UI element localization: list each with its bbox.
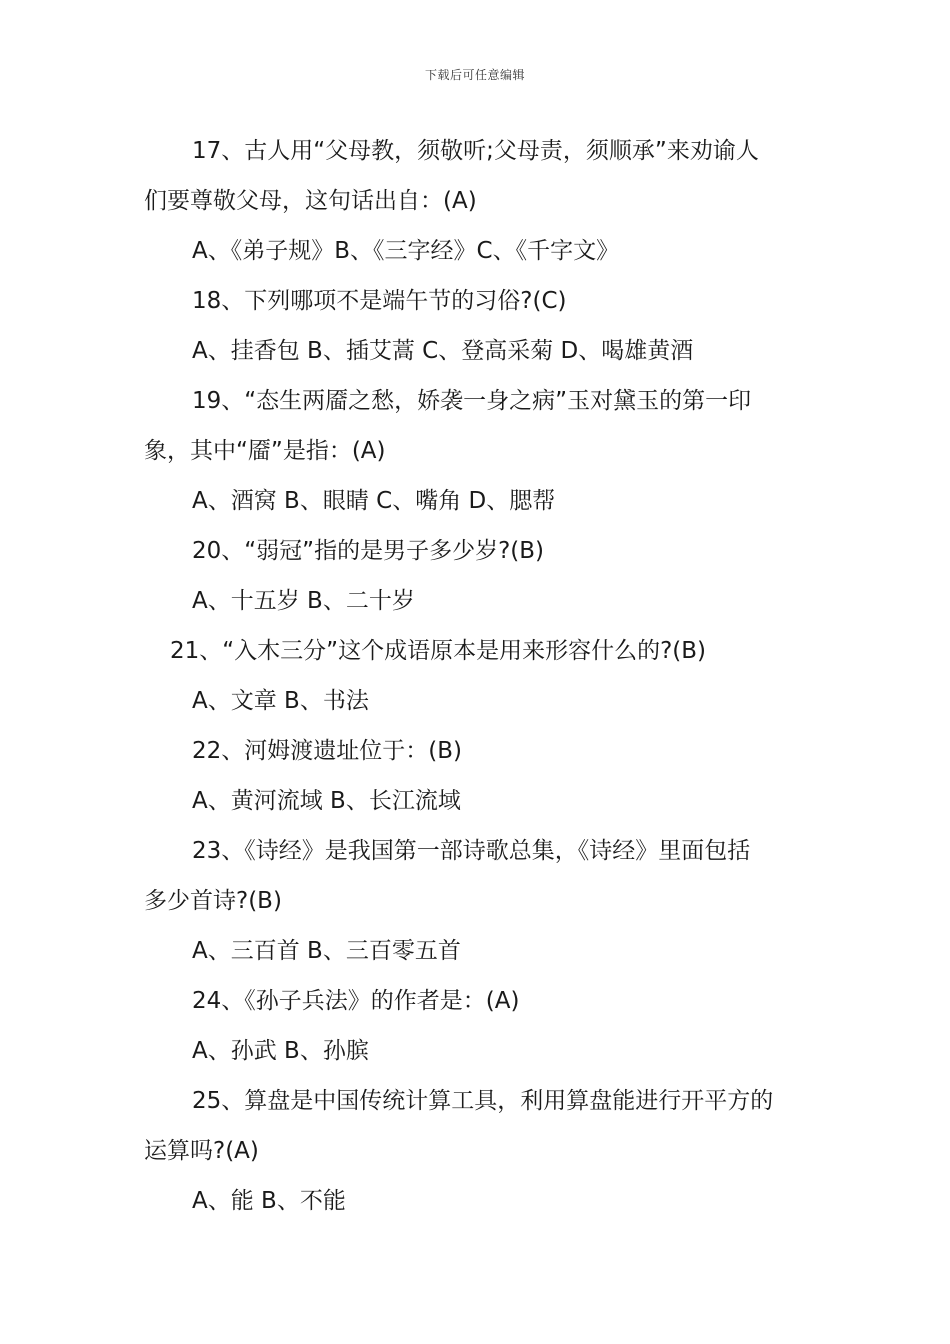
- question-19-text-cont: 象，其中“靥”是指：(A): [144, 438, 386, 464]
- question-24-text: 24、《孙子兵法》的作者是：(A): [192, 988, 520, 1014]
- question-23-text-cont: 多少首诗?(B): [144, 888, 282, 914]
- question-22-text: 22、河姆渡遗址位于：(B): [192, 738, 462, 764]
- question-17-text-cont: 们要尊敬父母，这句话出自：(A): [144, 188, 477, 214]
- question-17-options: A、《弟子规》B、《三字经》C、《千字文》: [192, 238, 620, 264]
- question-25-options: A、能 B、不能: [192, 1188, 346, 1214]
- question-21-options: A、文章 B、书法: [192, 688, 369, 714]
- question-20-text: 20、“弱冠”指的是男子多少岁?(B): [192, 538, 545, 564]
- document-body: [144, 126, 814, 1226]
- question-19-text: 19、“态生两靥之愁，娇袭一身之病”玉对黛玉的第一印: [192, 388, 752, 414]
- question-24-options: A、孙武 B、孙膑: [192, 1038, 369, 1064]
- question-20-options: A、十五岁 B、二十岁: [192, 588, 415, 614]
- page-header-note: 下载后可任意编辑: [424, 68, 525, 82]
- question-17-text: 17、古人用“父母教，须敬听;父母责，须顺承”来劝谕人: [192, 138, 759, 164]
- question-25-text: 25、算盘是中国传统计算工具，利用算盘能进行开平方的: [192, 1088, 774, 1114]
- question-23-text: 23、《诗经》是我国第一部诗歌总集，《诗经》里面包括: [192, 838, 751, 864]
- question-25-text-cont: 运算吗?(A): [144, 1138, 259, 1164]
- question-21-text: 21、“入木三分”这个成语原本是用来形容什么的?(B): [170, 638, 707, 664]
- question-19-options: A、酒窝 B、眼睛 C、嘴角 D、腮帮: [192, 488, 556, 514]
- question-18-text: 18、下列哪项不是端午节的习俗?(C): [192, 288, 567, 314]
- question-23-options: A、三百首 B、三百零五首: [192, 938, 461, 964]
- question-18-options: A、挂香包 B、插艾蒿 C、登高采菊 D、喝雄黄酒: [192, 338, 694, 364]
- question-22-options: A、黄河流域 B、长江流域: [192, 788, 461, 814]
